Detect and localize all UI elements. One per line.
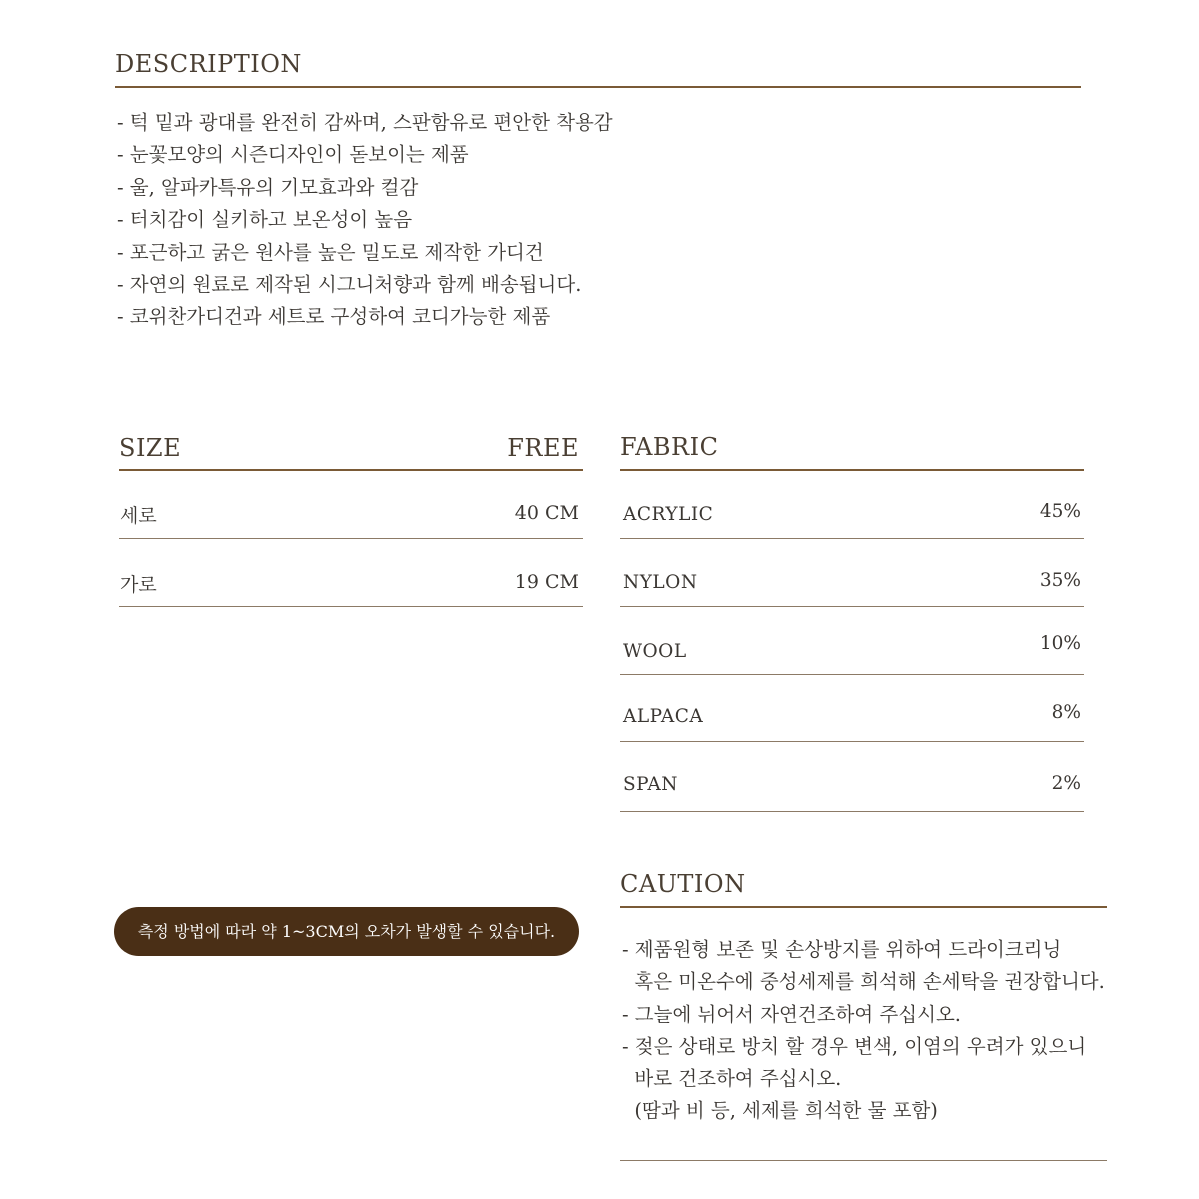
size-row-divider [119, 538, 583, 539]
description-heading: DESCRIPTION [115, 50, 302, 78]
caution-divider [620, 906, 1107, 908]
caution-line: 혹은 미온수에 중성세제를 희석해 손세탁을 권장합니다. [622, 970, 1105, 994]
fabric-row-divider [620, 741, 1084, 742]
fabric-row-divider [620, 674, 1084, 675]
description-divider [115, 86, 1081, 88]
caution-line: 바로 건조하여 주십시오. [622, 1067, 842, 1091]
size-row-value: 19 CM [514, 571, 579, 593]
fabric-row-value: 35% [1039, 570, 1081, 591]
fabric-row-value: 10% [1039, 633, 1081, 654]
size-row-label: 가로 [120, 574, 157, 596]
description-bullet: - 터치감이 실키하고 보온성이 높음 [117, 208, 413, 232]
measurement-note-badge: 측정 방법에 따라 약 1~3CM의 오차가 발생할 수 있습니다. [114, 907, 579, 956]
caution-line: - 제품원형 보존 및 손상방지를 위하여 드라이크리닝 [622, 938, 1062, 961]
fabric-heading: FABRIC [620, 433, 719, 461]
fabric-row-label: ALPACA [623, 706, 704, 727]
size-row-divider [119, 606, 583, 607]
fabric-row-label: WOOL [623, 641, 687, 662]
size-divider [119, 469, 583, 471]
description-bullet: - 포근하고 굵은 원사를 높은 밀도로 제작한 가디건 [117, 240, 544, 264]
description-bullet: - 자연의 원료로 제작된 시그니처향과 함께 배송됩니다. [117, 273, 582, 297]
description-bullet: - 울, 알파카특유의 기모효과와 컬감 [117, 175, 419, 199]
caution-list [622, 934, 1105, 1128]
fabric-row-label: SPAN [623, 774, 678, 795]
fabric-row-value: 8% [1051, 702, 1081, 723]
size-row-value: 40 CM [514, 502, 579, 524]
fabric-row-value: 2% [1051, 773, 1081, 794]
caution-bottom-divider [620, 1160, 1107, 1161]
fabric-row-divider [620, 538, 1084, 539]
fabric-row-divider [620, 811, 1084, 812]
description-list [117, 107, 613, 334]
fabric-row-label: ACRYLIC [623, 504, 714, 525]
size-free-label: FREE [507, 434, 579, 462]
fabric-row-label: NYLON [623, 572, 698, 593]
description-bullet: - 턱 밑과 광대를 완전히 감싸며, 스판함유로 편안한 착용감 [117, 111, 613, 134]
caution-heading: CAUTION [620, 870, 746, 898]
caution-line: - 젖은 상태로 방치 할 경우 변색, 이염의 우려가 있으니 [622, 1034, 1087, 1058]
size-heading: SIZE [119, 434, 182, 462]
description-bullet: - 눈꽃모양의 시즌디자인이 돋보이는 제품 [117, 143, 469, 167]
fabric-row-divider [620, 606, 1084, 607]
size-row-label: 세로 [120, 505, 157, 527]
description-bullet: - 코위찬가디건과 세트로 구성하여 코디가능한 제품 [117, 305, 551, 329]
caution-line: (땀과 비 등, 세제를 희석한 물 포함) [622, 1099, 938, 1123]
caution-line: - 그늘에 뉘어서 자연건조하여 주십시오. [622, 1002, 961, 1026]
fabric-divider [620, 469, 1084, 471]
fabric-row-value: 45% [1039, 501, 1081, 522]
